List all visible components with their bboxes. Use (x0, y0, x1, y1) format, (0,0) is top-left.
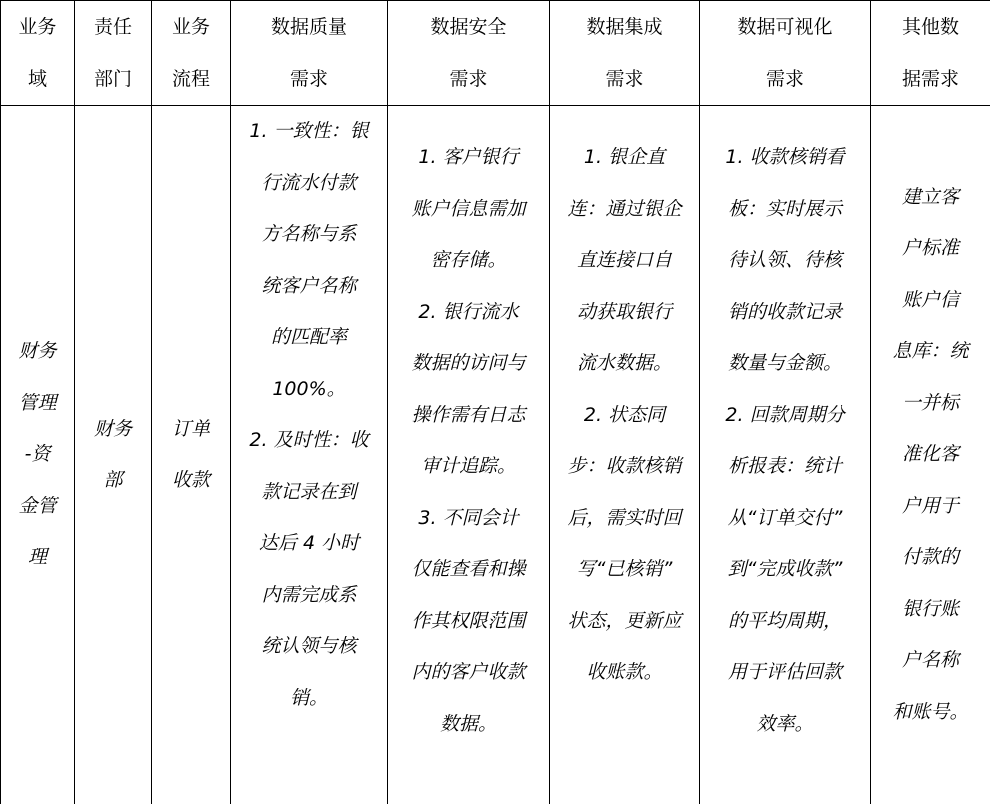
cell-process (152, 106, 231, 804)
cell-line: 待认领、待核 (700, 235, 870, 287)
cell-line: 2. 回款周期分 (700, 390, 870, 442)
cell-line: 销的收款记录 (700, 287, 870, 339)
header-data-quality: 数据质量 需求 (231, 1, 388, 106)
cell-integration (550, 106, 700, 804)
cell-visualization (700, 106, 871, 804)
cell-line: 付款的 (871, 532, 990, 584)
cell-line: 账户信 (871, 275, 990, 327)
cell-line: 银行账 (871, 584, 990, 636)
table-row (1, 106, 990, 804)
cell-line: 2. 状态同 (550, 390, 699, 442)
cell-line: 达后 4 小时 (231, 518, 387, 570)
cell-line: 用于评估回款 (700, 647, 870, 699)
cell-line: 作其权限范围 (388, 596, 549, 648)
cell-line: 1. 一致性：银 (231, 106, 387, 158)
cell-line: 准化客 (871, 429, 990, 481)
cell-line: 户标准 (871, 223, 990, 275)
cell-line: 内的客户收款 (388, 647, 549, 699)
cell-line: 统客户名称 (231, 261, 387, 313)
cell-line: 账户信息需加 (388, 184, 549, 236)
cell-line: 密存储。 (388, 235, 549, 287)
cell-line: 审计追踪。 (388, 441, 549, 493)
cell-domain (1, 106, 75, 804)
cell-line: 动获取银行 (550, 287, 699, 339)
cell-line: 收账款。 (550, 647, 699, 699)
cell-line: 100%。 (231, 364, 387, 416)
cell-quality (231, 106, 388, 804)
cell-line: 数量与金额。 (700, 338, 870, 390)
header-data-visualization: 数据可视化 需求 (700, 1, 871, 106)
cell-line: 写“已核销” (550, 544, 699, 596)
cell-line: 部 (75, 455, 151, 507)
cell-line: 订单 (152, 404, 230, 456)
cell-line: 1. 银企直 (550, 132, 699, 184)
cell-line: 的平均周期， (700, 596, 870, 648)
cell-line: 金管 (1, 481, 74, 533)
cell-line: 户用于 (871, 481, 990, 533)
cell-line: 收款 (152, 455, 230, 507)
cell-line: 管理 (1, 378, 74, 430)
cell-line: 2. 银行流水 (388, 287, 549, 339)
cell-line: -资 (1, 429, 74, 481)
cell-line: 数据的访问与 (388, 338, 549, 390)
cell-other (871, 106, 990, 804)
cell-line: 板：实时展示 (700, 184, 870, 236)
cell-line: 户名称 (871, 635, 990, 687)
header-row (1, 1, 990, 106)
cell-line: 统认领与核 (231, 621, 387, 673)
header-data-security: 数据安全 需求 (388, 1, 550, 106)
cell-line: 的匹配率 (231, 312, 387, 364)
cell-line: 一并标 (871, 378, 990, 430)
cell-line: 行流水付款 (231, 158, 387, 210)
cell-line: 款记录在到 (231, 467, 387, 519)
cell-line: 析报表：统计 (700, 441, 870, 493)
header-responsible-dept: 责任 部门 (75, 1, 152, 106)
cell-line: 1. 客户银行 (388, 132, 549, 184)
cell-line: 销。 (231, 673, 387, 725)
cell-line: 步：收款核销 (550, 441, 699, 493)
cell-security (388, 106, 550, 804)
cell-line: 建立客 (871, 172, 990, 224)
cell-line: 后，需实时回 (550, 493, 699, 545)
cell-line: 仅能查看和操 (388, 544, 549, 596)
cell-line: 内需完成系 (231, 570, 387, 622)
cell-line: 2. 及时性：收 (231, 415, 387, 467)
cell-line: 财务 (1, 326, 74, 378)
header-other-data: 其他数 据需求 (871, 1, 990, 106)
cell-line: 流水数据。 (550, 338, 699, 390)
cell-department (75, 106, 152, 804)
cell-line: 理 (1, 532, 74, 584)
cell-line: 从“订单交付” (700, 493, 870, 545)
header-business-process: 业务 流程 (152, 1, 231, 106)
cell-line: 连：通过银企 (550, 184, 699, 236)
header-data-integration: 数据集成 需求 (550, 1, 700, 106)
cell-line: 1. 收款核销看 (700, 132, 870, 184)
cell-line: 效率。 (700, 699, 870, 751)
cell-line: 息库：统 (871, 326, 990, 378)
cell-line: 直连接口自 (550, 235, 699, 287)
cell-line: 财务 (75, 404, 151, 456)
header-business-domain: 业务 域 (1, 1, 75, 106)
cell-line: 到“完成收款” (700, 544, 870, 596)
cell-line: 和账号。 (871, 687, 990, 739)
cell-line: 状态，更新应 (550, 596, 699, 648)
cell-line: 方名称与系 (231, 209, 387, 261)
cell-line: 数据。 (388, 699, 549, 751)
cell-line: 3. 不同会计 (388, 493, 549, 545)
cell-line: 操作需有日志 (388, 390, 549, 442)
